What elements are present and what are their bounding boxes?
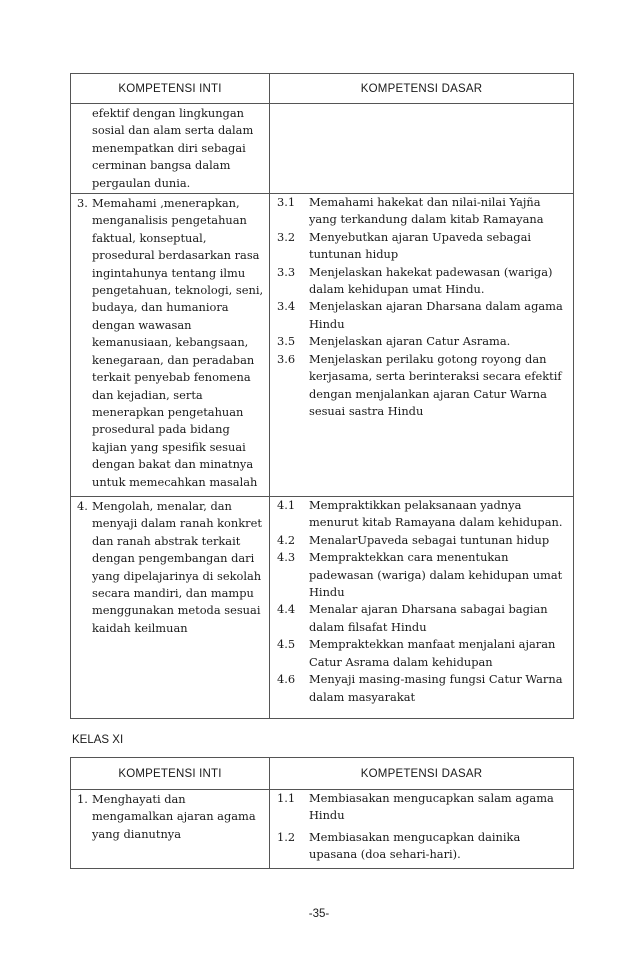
kompetensi-table-2: [70, 757, 574, 869]
kd-text: Menjelaskan ajaran Dharsana dalam agama Hindu: [309, 299, 563, 331]
table-header-row: [71, 74, 574, 104]
kd-item: [270, 194, 573, 229]
kd-text: Menyebutkan ajaran Upaveda sebagai tuntunan hidup: [309, 229, 532, 262]
ki-number: 3.: [77, 196, 88, 211]
kd-number: 3.2: [277, 229, 296, 244]
table-row: [71, 104, 574, 194]
ki-text: Menghayati dan mengamalkan ajaran agama yang dianutnya: [92, 792, 256, 841]
kd-text: Menjelaskan perilaku gotong royong dan kerjasama, serta berinteraksi secara efektif dengan menjalankan ajaran Catur Warna sesuai sastra Hindu: [309, 351, 562, 418]
page-number: -35-: [308, 908, 330, 920]
kd-text: Menjelaskan hakekat padewasan (wariga) dalam kehidupan umat Hindu.: [309, 264, 553, 297]
kd-item: [270, 549, 573, 601]
kd-item: [270, 601, 573, 636]
kd-number: 1.1: [277, 791, 296, 805]
kd-item: [270, 229, 573, 264]
kd-number: 4.4: [277, 602, 296, 617]
header-kompetensi-dasar: KOMPETENSI DASAR: [270, 74, 574, 104]
kd-cell: [270, 194, 574, 497]
table-row: [71, 497, 574, 719]
kd-number: 4.1: [277, 498, 296, 513]
kd-cell: [270, 790, 574, 869]
ki-text: Memahami ,menerapkan, menganalisis pengetahuan faktual, konseptual, prosedural berdasarkan rasa ingintahunya tentang ilmu pengetahuan, teknologi, seni, budaya, dan humaniora dengan wawasan kemanusiaan, kebangsaan, kenegaraan, dan peradaban terkait penyebab fenomena dan kejadian, serta menerapkan pengetahuan prosedural pada bidang kajian yang spesifik sesuai dengan bakat dan minatnya untuk memecahkan masalah: [92, 196, 264, 489]
kd-item: [270, 264, 573, 299]
kd-item: [270, 532, 573, 549]
kd-text: Membiasakan mengucapkan salam agama Hindu: [309, 791, 554, 823]
ki-text: Mengolah, menalar, dan menyaji dalam ranah konkret dan ranah abstrak terkait dengan pengembangan dari yang dipelajarinya di sekolah secara mandiri, dan mampu menggunakan metoda sesuai kaidah keilmuan: [92, 499, 262, 635]
ki-cell: [71, 790, 270, 869]
table-header-row: [71, 758, 574, 790]
kompetensi-table-1: [70, 73, 574, 719]
header-kompetensi-inti: KOMPETENSI INTI: [71, 74, 270, 104]
kd-item: [270, 351, 573, 421]
kd-number: 4.5: [277, 637, 296, 652]
kd-text: Mempraktekkan manfaat menjalani ajaran Catur Asrama dalam kehidupan: [309, 637, 556, 669]
kd-text: Menalar ajaran Dharsana sabagai bagian dalam filsafat Hindu: [309, 602, 548, 634]
ki-number: 4.: [77, 499, 88, 514]
kd-item: [270, 333, 573, 350]
kd-text: Menjelaskan ajaran Catur Asrama.: [309, 334, 511, 349]
kd-number: 3.4: [277, 299, 296, 314]
ki-cell: [71, 497, 270, 719]
kd-item: [270, 829, 573, 864]
kd-number: 1.2: [277, 829, 296, 844]
kd-number: 3.6: [277, 351, 296, 366]
table-row: [71, 790, 574, 869]
kd-text: Menyaji masing-masing fungsi Catur Warna dalam masyarakat: [309, 672, 563, 704]
kd-item: [270, 497, 573, 532]
kd-text: MenalarUpaveda sebagai tuntunan hidup: [309, 532, 550, 547]
kelas-label: KELAS XI: [72, 734, 124, 746]
kd-number: 3.1: [277, 195, 296, 210]
kd-text: Mempraktikkan pelaksanaan yadnya menurut kitab Ramayana dalam kehidupan.: [309, 498, 563, 530]
kd-number: 4.2: [277, 532, 296, 547]
kd-cell: [270, 497, 574, 719]
ki-cell: [71, 194, 270, 497]
kd-item: [270, 790, 573, 825]
kd-text: Membiasakan mengucapkan dainika upasana (doa sehari-hari).: [309, 829, 521, 862]
header-kompetensi-inti: KOMPETENSI INTI: [71, 758, 270, 790]
kd-text: Mempraktekkan cara menentukan padewasan (wariga) dalam kehidupan umat Hindu: [309, 550, 563, 600]
kd-item: [270, 298, 573, 333]
ki-number: 1.: [77, 792, 88, 806]
kd-text: Memahami hakekat dan nilai-nilai Yajña yang terkandung dalam kitab Ramayana: [309, 195, 544, 227]
kd-empty-cell: [270, 104, 574, 194]
table-row: [71, 194, 574, 497]
kd-number: 3.3: [277, 264, 296, 279]
kd-number: 4.6: [277, 672, 296, 687]
kd-number: 4.3: [277, 550, 296, 565]
kd-item: [270, 671, 573, 706]
ki-continuation: efektif dengan lingkungan sosial dan alam serta dalam menempatkan diri sebagai cerminan bangsa dalam pergaulan dunia.: [71, 104, 270, 194]
kd-item: [270, 636, 573, 671]
kd-number: 3.5: [277, 334, 296, 349]
header-kompetensi-dasar: KOMPETENSI DASAR: [270, 758, 574, 790]
